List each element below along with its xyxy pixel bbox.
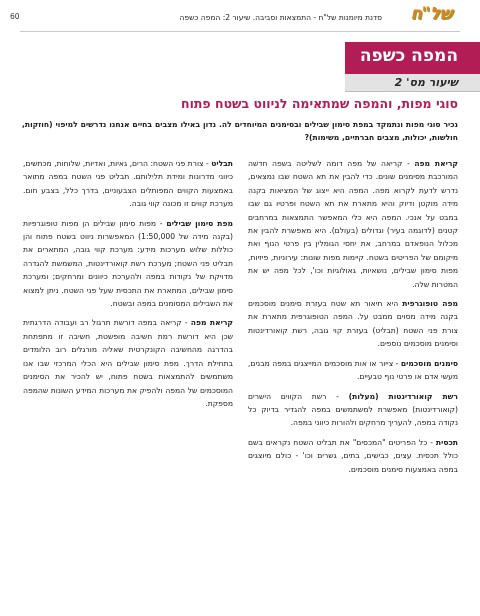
definition: - כל הפריטים "המכסים" את תבליט השטח נקראים בשם כולל תכסית. עצים, כבישים, בתים, גשרים וכו' - כולם מיוצגים במפה באמצעות סימנים מוסכמים. xyxy=(248,437,458,474)
ribbon-lesson-band xyxy=(345,74,480,92)
ribbon-title-band xyxy=(345,42,480,74)
term: תבליט xyxy=(211,159,233,168)
chapter-title: המפה כשפה xyxy=(359,46,458,66)
definition: - רשת הקווים הישרים (קואורדינטות) מאפשרת למשתמשים במפה להגדיר בדיוק כל נקודה במפה, להעריך מרחקים ולהורות כיווני במפה. xyxy=(248,391,458,428)
paragraph xyxy=(248,157,458,291)
lesson-label: שיעור מס' 2 xyxy=(394,76,458,89)
term: מפה טופוגרפית xyxy=(402,299,458,309)
paragraph xyxy=(248,297,458,351)
page-header xyxy=(0,0,480,32)
definition: - צייור או אות מוסכמים המייצגים במפה מבנים, מעשי אדם או פרטי נוף טבעיים. xyxy=(248,358,458,382)
paragraph xyxy=(248,390,458,430)
paragraph xyxy=(23,157,233,211)
definition: - קריאה במפה דורשת תרגול רב ועבודה הדרגתית שכן היא דורשת רמת חשיבה מופשטת, חשיבה זו מתפתחת בהדרגה מהחשיבה הקונקרטית שאליה מורגלים רוב הלומדים בתחילת הדרך. מפת סימון שבילים היא הכלי המרכזי שבו אנו משתמשים להתמצאות בשטח פתוח, יש להכיר את הסימנים המוסכמים של המפה ולהפיק את מערכות המידע השונות שהמפה מספקת. xyxy=(23,318,233,408)
term: תכסית xyxy=(435,437,458,447)
term: סימנים מוסכמים xyxy=(400,358,458,368)
chapter-ribbon xyxy=(345,42,480,104)
shelah-logo xyxy=(388,4,452,30)
intro-paragraph: נכיר סוגי מפות ונתמקד במפת סימון שבילים ובסימנים המיוחדים לה. נדון באילו מצבים בחיים אנחנו נדרשים למיפוי (חוזקות, חולשות, יכולות, מצבים חברתיים, משימות)? xyxy=(22,120,458,142)
definition: - צורת פני השטח: הרים, גאיות, ואדיות, שלוחות, מכתשים, כיווני מדרונות ומידת תלילותם. תבליט פני השטח במפה מתואר באמצעות הקווים המפותלים הצבעוניים, בדרך כלל, בצבע חום. מערכת קווים זו מכונה קווי גובה. xyxy=(23,159,233,209)
section-heading: סוגי מפות, והמפה שמתאימה לניווט בשטח פתוח xyxy=(180,96,458,111)
header-divider xyxy=(20,31,460,32)
paragraph xyxy=(248,357,458,384)
logo-text: של"ח xyxy=(410,4,452,24)
term: רשת קואורדינטות (מעלות) xyxy=(348,391,458,401)
definition: היא תיאור תא שטח בעזרת סימנים מוסכמים בקנה מידה מסוים ממבט על. המפה הטופוגרפית מתארת את צורת פני השטח (תבליט) בעזרת קוי גובה, רשת קואורדינטות וסימנים מוסכמים נוספים. xyxy=(248,299,458,349)
page-number: 60 xyxy=(10,12,20,21)
term: קריאת מפה xyxy=(190,318,233,328)
paragraph xyxy=(23,316,233,410)
definition: - מפות סימון שבילים הן מפות טופוגרפיות (בקנה מידה של 1:50,000) המאפשרות ניווט בשטח פתוח והן כוללות שלוש מערכות מידע: מערכת קווי גובה, המתארים את תבליט פני השטח; מערכת רשת קואורדינטות, המשמשת להגדרה מדויקת של נקודות במפה ולהערכת כיוונים ומרחקים; ומערכת סימון שבילים, המתארת את התכסית שעל פני השטח. ניתן למצוא את השבילים המסומנים במפה ובשטח. xyxy=(23,218,233,309)
paragraph xyxy=(248,436,458,476)
definition: - קריאה של מפה דומה לשליטה בשפה חדשה המורכבת מסימנים שונים. כדי להבין את תא השטח שבו נמצאים, נדרש לדעת לקרוא מפה. המפה היא ייצוג של המציאות בקנה מידה מוקטן ודיוק והיא מתארת את תא השטח ופרטיו גם שבו במבט על אנכי. המפה היא כלי המאפשר התמצאות במרחבים קטנים (לדוגמה בעיר) וגדולים (בעולם). היא מאפשרת להבין את מכלול הנופאדם במרחב, את יחסי הגומלין בין פרטי הנוף ואת מיקומם של הפריטים בשטח. קיימות מפות שונות: עירוניות, פיזיות, מפות סימון שבילים, נושאיות, גאולוגיות וכו', לכל מפה יש את המטרות שלה. xyxy=(248,159,458,289)
paragraph xyxy=(23,217,233,311)
left-column xyxy=(23,157,233,416)
term: מפת סימון שבילים xyxy=(166,218,233,228)
term: קריאת מפה xyxy=(414,159,458,168)
right-column xyxy=(248,157,458,482)
running-header-title: סדנת מיומנות של"ח - התמצאות וסביבה. שיעור 2: המפה כשפה xyxy=(179,13,382,22)
